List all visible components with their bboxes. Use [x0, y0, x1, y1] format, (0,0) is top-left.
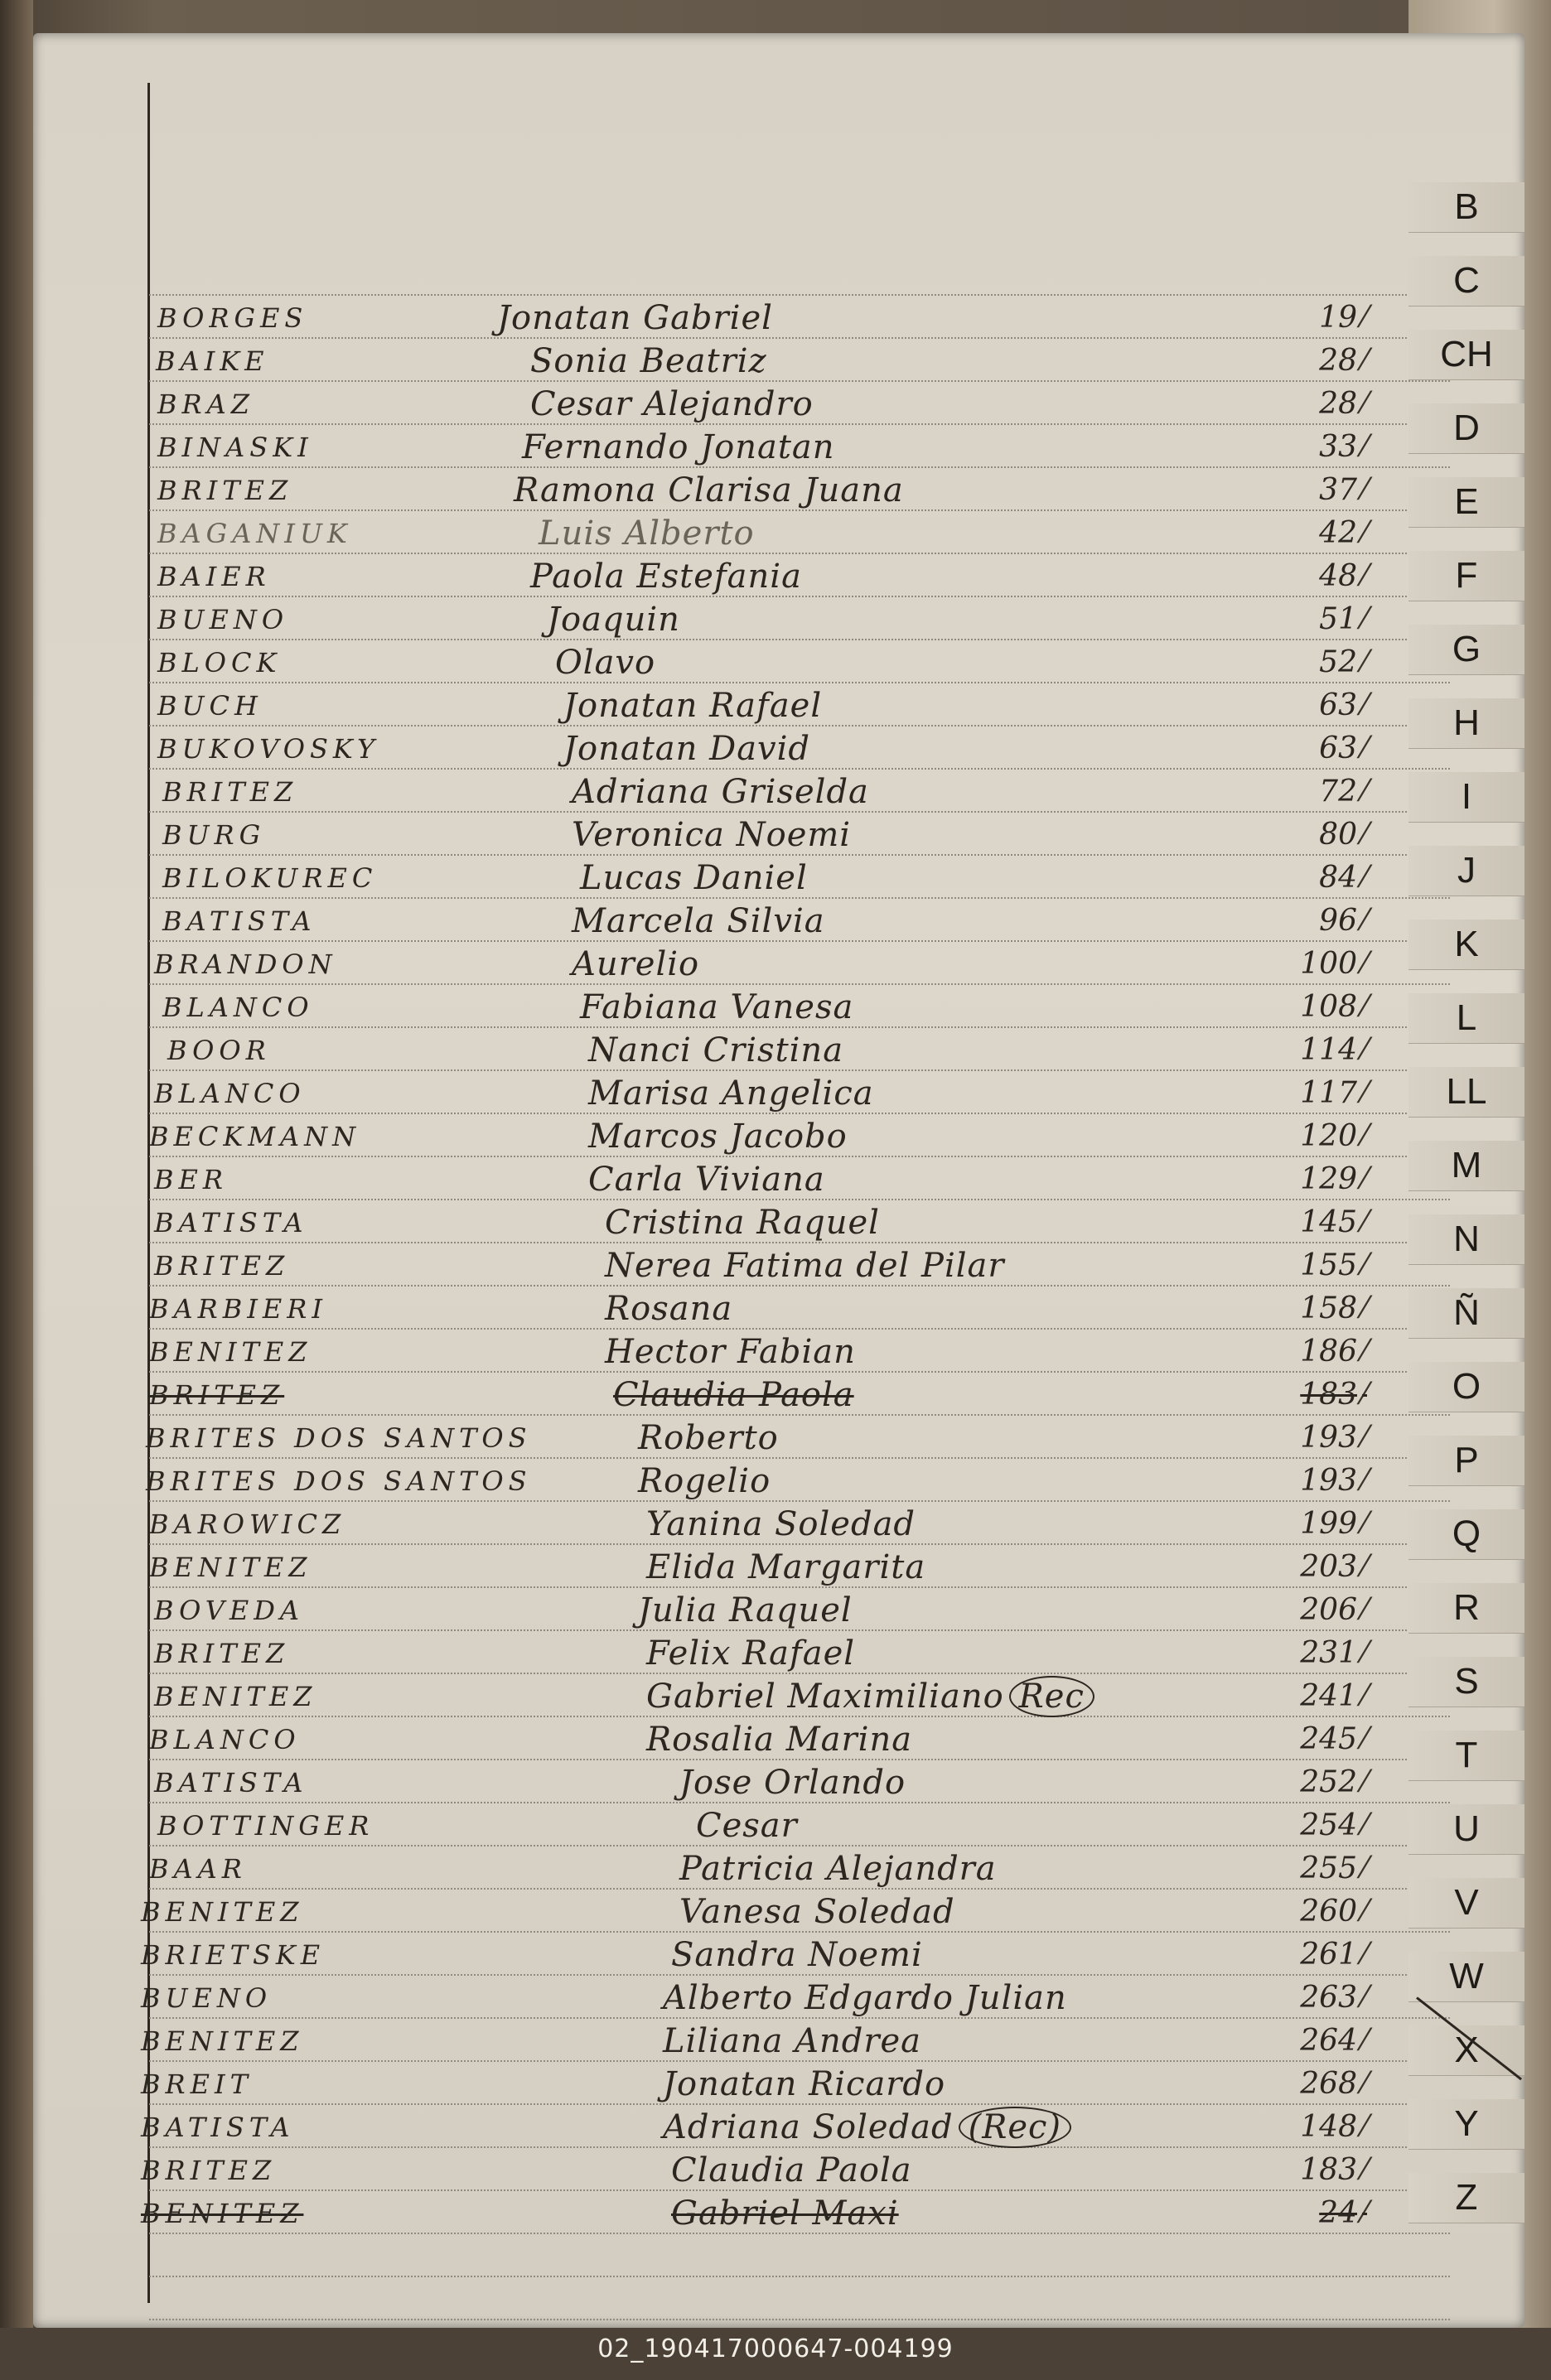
ledger-entry-row — [33, 1503, 1524, 1546]
entry-page-number: 261 ⁄ — [1276, 1933, 1367, 1977]
index-tab[interactable]: X — [1408, 2025, 1524, 2076]
entry-surname: BOTTINGER — [157, 1810, 374, 1842]
ledger-entry-row — [33, 1977, 1524, 2020]
ledger-entry-row — [33, 943, 1524, 986]
entry-surname: BRITES DOS SANTOS — [146, 1422, 532, 1454]
ledger-entry-row — [33, 1460, 1524, 1503]
entry-surname: BRIETSKE — [141, 1939, 326, 1971]
entry-surname: BLANCO — [154, 1078, 306, 1109]
entry-given-names: Fernando Jonatan — [522, 428, 835, 466]
entry-surname: BAROWICZ — [149, 1509, 346, 1540]
entry-surname: BUCH — [157, 690, 263, 722]
index-tab[interactable]: F — [1408, 551, 1524, 601]
index-tab[interactable]: T — [1408, 1731, 1524, 1781]
entry-given-names: Aurelio — [572, 945, 700, 983]
ledger-entry-row — [33, 641, 1524, 684]
ledger-entry-row — [33, 1201, 1524, 1244]
entry-surname: BAIKE — [156, 345, 269, 377]
ledger-entry-row — [33, 383, 1524, 426]
entry-page-number: 203 ⁄ — [1276, 1546, 1367, 1589]
index-tab[interactable]: O — [1408, 1362, 1524, 1412]
entry-page-number: 42 ⁄ — [1276, 512, 1367, 555]
ledger-entry-row — [33, 1675, 1524, 1718]
entry-page-number: 252 ⁄ — [1276, 1761, 1367, 1804]
index-tab[interactable]: G — [1408, 625, 1524, 675]
entry-given-names: Adriana Soledad (Rec) — [663, 2106, 1071, 2149]
entry-note: Rec — [1009, 1676, 1094, 1717]
ledger-entry-row — [33, 297, 1524, 340]
ledger-entry-row — [33, 1287, 1524, 1330]
entry-given-names: Alberto Edgardo Julian — [663, 1979, 1067, 2017]
index-tab[interactable]: P — [1408, 1436, 1524, 1486]
entry-page-number: 63 ⁄ — [1276, 684, 1367, 727]
index-tab[interactable]: S — [1408, 1657, 1524, 1707]
entry-page-number: 120 ⁄ — [1276, 1115, 1367, 1158]
index-tab[interactable]: LL — [1408, 1067, 1524, 1118]
index-tab[interactable]: H — [1408, 698, 1524, 749]
index-tabs — [1408, 182, 1524, 2295]
entry-given-names: Claudia Paola — [671, 2151, 912, 2189]
entry-surname: BENITEZ — [141, 2025, 304, 2057]
entry-page-number: 63 ⁄ — [1276, 727, 1367, 770]
ledger-entry-row — [33, 1158, 1524, 1201]
entry-given-names: Roberto — [638, 1419, 779, 1457]
entry-given-names: Olavo — [555, 644, 656, 682]
entry-given-names: Nerea Fatima del Pilar — [605, 1247, 1005, 1285]
entry-given-names: Cristina Raquel — [605, 1204, 880, 1242]
ledger-entry-row — [33, 555, 1524, 598]
entry-page-number: 231 ⁄ — [1276, 1632, 1367, 1675]
index-tab[interactable]: V — [1408, 1878, 1524, 1929]
entry-page-number: 19 ⁄ — [1276, 297, 1367, 340]
entry-page-number: 199 ⁄ — [1276, 1503, 1367, 1546]
ledger-entry-row — [33, 770, 1524, 813]
entry-given-names: Liliana Andrea — [663, 2022, 922, 2060]
ledger-entry-row — [33, 598, 1524, 641]
ledger-entry-row — [33, 1589, 1524, 1632]
index-tab[interactable]: L — [1408, 993, 1524, 1044]
ledger-entry-row — [33, 2106, 1524, 2149]
entry-page-number: 183 ⁄ — [1276, 1373, 1367, 1417]
entry-surname: BOOR — [167, 1035, 271, 1066]
index-tab[interactable]: U — [1408, 1804, 1524, 1855]
index-tab[interactable]: B — [1408, 182, 1524, 233]
entry-surname: BUENO — [141, 1982, 273, 2014]
entry-page-number: 100 ⁄ — [1276, 943, 1367, 986]
entry-given-names: Carla Viviana — [588, 1161, 825, 1199]
ledger-entry-row — [33, 1330, 1524, 1373]
entry-given-names: Rosana — [605, 1290, 733, 1328]
ledger-entry-row — [33, 2149, 1524, 2192]
ledger-entry-row — [33, 857, 1524, 900]
entry-page-number: 72 ⁄ — [1276, 770, 1367, 813]
book-binding — [0, 0, 33, 2380]
index-tab[interactable]: R — [1408, 1583, 1524, 1634]
entry-surname: BRANDON — [154, 949, 337, 980]
entry-page-number: 48 ⁄ — [1276, 555, 1367, 598]
entry-surname: BENITEZ — [141, 1896, 304, 1928]
entry-given-names: Sandra Noemi — [671, 1936, 923, 1974]
index-tab[interactable]: W — [1408, 1952, 1524, 2002]
entry-surname: BAGANIUK — [157, 518, 352, 549]
entry-given-names: Elida Margarita — [646, 1548, 926, 1586]
entry-surname: BINASKI — [157, 432, 313, 463]
entry-given-names: Veronica Noemi — [572, 816, 852, 854]
entry-page-number: 37 ⁄ — [1276, 469, 1367, 512]
ledger-entry-row — [33, 986, 1524, 1029]
entry-note: (Rec) — [959, 2107, 1071, 2148]
entry-given-names: Jose Orlando — [679, 1764, 906, 1802]
entry-surname: BENITEZ — [149, 1336, 312, 1368]
entry-page-number: 108 ⁄ — [1276, 986, 1367, 1029]
entry-page-number: 254 ⁄ — [1276, 1804, 1367, 1847]
entry-page-number: 206 ⁄ — [1276, 1589, 1367, 1632]
entry-surname: BECKMANN — [149, 1121, 361, 1152]
entry-given-names: Hector Fabian — [605, 1333, 856, 1371]
entry-surname: BRITEZ — [162, 776, 298, 808]
entry-given-names: Jonatan Gabriel — [497, 299, 773, 337]
entry-page-number: 158 ⁄ — [1276, 1287, 1367, 1330]
index-tab[interactable]: Q — [1408, 1509, 1524, 1560]
entry-surname: BRITEZ — [141, 2155, 277, 2186]
entry-page-number: 114 ⁄ — [1276, 1029, 1367, 1072]
entry-page-number: 260 ⁄ — [1276, 1890, 1367, 1933]
ledger-entry-row — [33, 2063, 1524, 2106]
entry-surname: BUKOVOSKY — [157, 733, 380, 765]
entry-page-number: 80 ⁄ — [1276, 813, 1367, 857]
index-tab[interactable]: N — [1408, 1214, 1524, 1265]
entry-surname: BENITEZ — [154, 1681, 317, 1712]
ledger-entry-row — [33, 727, 1524, 770]
entry-page-number: 28 ⁄ — [1276, 383, 1367, 426]
entry-given-names: Patricia Alejandra — [679, 1850, 997, 1888]
entry-page-number: 183 ⁄ — [1276, 2149, 1367, 2192]
entry-surname: BRITEZ — [157, 475, 293, 506]
ledger-entry-row — [33, 1890, 1524, 1933]
entry-page-number: 96 ⁄ — [1276, 900, 1367, 943]
entry-given-names: Gabriel Maximiliano Rec — [646, 1675, 1094, 1718]
index-tab[interactable]: E — [1408, 477, 1524, 528]
entry-page-number: 264 ⁄ — [1276, 2020, 1367, 2063]
entry-surname: BRITEZ — [154, 1250, 290, 1282]
entry-surname: BATISTA — [141, 2112, 295, 2143]
entry-given-names: Cesar Alejandro — [530, 385, 814, 423]
entry-given-names: Marcela Silvia — [572, 902, 825, 940]
entry-surname: BRITEZ — [154, 1638, 290, 1669]
entry-given-names: Claudia Paola — [613, 1376, 854, 1414]
entry-given-names: Sonia Beatriz — [530, 342, 767, 380]
index-tab[interactable]: C — [1408, 256, 1524, 307]
entry-surname: BAAR — [149, 1853, 247, 1885]
ledger-entry-row — [33, 684, 1524, 727]
entry-given-names: Paola Estefania — [530, 558, 802, 596]
entry-surname: BREIT — [141, 2069, 253, 2100]
entry-page-number: 117 ⁄ — [1276, 1072, 1367, 1115]
entry-given-names: Gabriel Maxi — [671, 2194, 899, 2233]
ledger-entry-row — [33, 469, 1524, 512]
ledger-entry-row — [33, 1417, 1524, 1460]
ledger-entry-row — [33, 1933, 1524, 1977]
ledger-entry-row — [33, 426, 1524, 469]
ledger-entry-row — [33, 1029, 1524, 1072]
ledger-entry-row — [33, 340, 1524, 383]
entry-given-names: Ramona Clarisa Juana — [514, 471, 904, 509]
ledger-entry-row — [33, 2192, 1524, 2235]
entry-page-number: 52 ⁄ — [1276, 641, 1367, 684]
index-tab[interactable]: I — [1408, 772, 1524, 823]
ledger-entry-row — [33, 813, 1524, 857]
index-tab[interactable]: M — [1408, 1141, 1524, 1191]
entry-surname: BORGES — [157, 302, 308, 334]
image-caption: 02_190417000647-004199 — [597, 2334, 954, 2363]
entry-surname: BLANCO — [149, 1724, 301, 1755]
entry-page-number: 245 ⁄ — [1276, 1718, 1367, 1761]
ledger-page — [33, 33, 1524, 2328]
entry-given-names: Joaquin — [547, 601, 680, 639]
entry-surname: BOVEDA — [154, 1595, 305, 1626]
entry-given-names: Nanci Cristina — [588, 1031, 844, 1069]
ledger-entry-row — [33, 1115, 1524, 1158]
entry-page-number: 155 ⁄ — [1276, 1244, 1367, 1287]
entry-surname: BLANCO — [162, 992, 314, 1023]
index-tab[interactable]: Ñ — [1408, 1288, 1524, 1339]
entry-surname: BATISTA — [162, 905, 316, 937]
entry-given-names: Cesar — [696, 1807, 798, 1845]
entry-page-number: 268 ⁄ — [1276, 2063, 1367, 2106]
entry-page-number: 129 ⁄ — [1276, 1158, 1367, 1201]
entry-list — [33, 33, 1524, 2328]
entry-surname: BER — [154, 1164, 228, 1195]
entry-surname: BLOCK — [157, 647, 282, 678]
index-tab[interactable]: K — [1408, 920, 1524, 970]
ledger-entry-row — [33, 1761, 1524, 1804]
entry-given-names: Jonatan Ricardo — [663, 2065, 946, 2103]
ledger-entry-row — [33, 1072, 1524, 1115]
entry-surname: BUENO — [157, 604, 289, 635]
index-tab[interactable]: J — [1408, 846, 1524, 896]
entry-page-number: 193 ⁄ — [1276, 1460, 1367, 1503]
ledger-entry-row — [33, 2020, 1524, 2063]
entry-surname: BRAZ — [157, 389, 254, 420]
entry-given-names: Adriana Griselda — [572, 773, 869, 811]
entry-page-number: 148 ⁄ — [1276, 2106, 1367, 2149]
entry-given-names: Marcos Jacobo — [588, 1118, 848, 1156]
entry-surname: BRITEZ — [149, 1379, 285, 1411]
entry-page-number: 145 ⁄ — [1276, 1201, 1367, 1244]
ledger-entry-row — [33, 1546, 1524, 1589]
entry-given-names: Jonatan Rafael — [563, 687, 823, 725]
entry-given-names: Vanesa Soledad — [679, 1893, 955, 1931]
entry-surname: BENITEZ — [149, 1552, 312, 1583]
entry-given-names: Julia Raquel — [638, 1591, 853, 1629]
entry-given-names: Fabiana Vanesa — [580, 988, 854, 1026]
entry-page-number: 263 ⁄ — [1276, 1977, 1367, 2020]
entry-page-number: 241 ⁄ — [1276, 1675, 1367, 1718]
entry-surname: BAIER — [157, 561, 271, 592]
entry-given-names: Rogelio — [638, 1462, 771, 1500]
index-tab[interactable]: CH — [1408, 330, 1524, 380]
entry-given-names: Marisa Angelica — [588, 1074, 874, 1113]
index-tab[interactable]: Y — [1408, 2099, 1524, 2150]
ledger-entry-row — [33, 1847, 1524, 1890]
entry-given-names: Lucas Daniel — [580, 859, 808, 897]
ledger-entry-row — [33, 1244, 1524, 1287]
entry-page-number: 193 ⁄ — [1276, 1417, 1367, 1460]
entry-page-number: 51 ⁄ — [1276, 598, 1367, 641]
ledger-entry-row — [33, 1373, 1524, 1417]
entry-surname: BATISTA — [154, 1207, 308, 1238]
entry-given-names: Jonatan David — [563, 730, 811, 768]
entry-given-names: Yanina Soledad — [646, 1505, 916, 1543]
index-tab[interactable]: D — [1408, 403, 1524, 454]
ledger-entry-row — [33, 1718, 1524, 1761]
entry-surname: BILOKUREC — [162, 862, 378, 894]
entry-surname: BATISTA — [154, 1767, 308, 1798]
ledger-entry-row — [33, 1804, 1524, 1847]
index-tab[interactable]: Z — [1408, 2173, 1524, 2223]
entry-given-names: Rosalia Marina — [646, 1721, 913, 1759]
ledger-entry-row — [33, 900, 1524, 943]
entry-surname: BRITES DOS SANTOS — [146, 1465, 532, 1497]
ledger-entry-row — [33, 512, 1524, 555]
entry-page-number: 84 ⁄ — [1276, 857, 1367, 900]
entry-page-number: 255 ⁄ — [1276, 1847, 1367, 1890]
entry-given-names: Felix Rafael — [646, 1634, 856, 1673]
entry-page-number: 28 ⁄ — [1276, 340, 1367, 383]
ledger-entry-row — [33, 1632, 1524, 1675]
entry-given-names: Luis Alberto — [539, 514, 755, 553]
entry-page-number: 186 ⁄ — [1276, 1330, 1367, 1373]
entry-surname: BURG — [162, 819, 266, 851]
entry-surname: BARBIERI — [149, 1293, 327, 1325]
entry-page-number: 33 ⁄ — [1276, 426, 1367, 469]
entry-page-number: 24 ⁄ — [1276, 2192, 1367, 2235]
entry-surname: BENITEZ — [141, 2198, 304, 2229]
